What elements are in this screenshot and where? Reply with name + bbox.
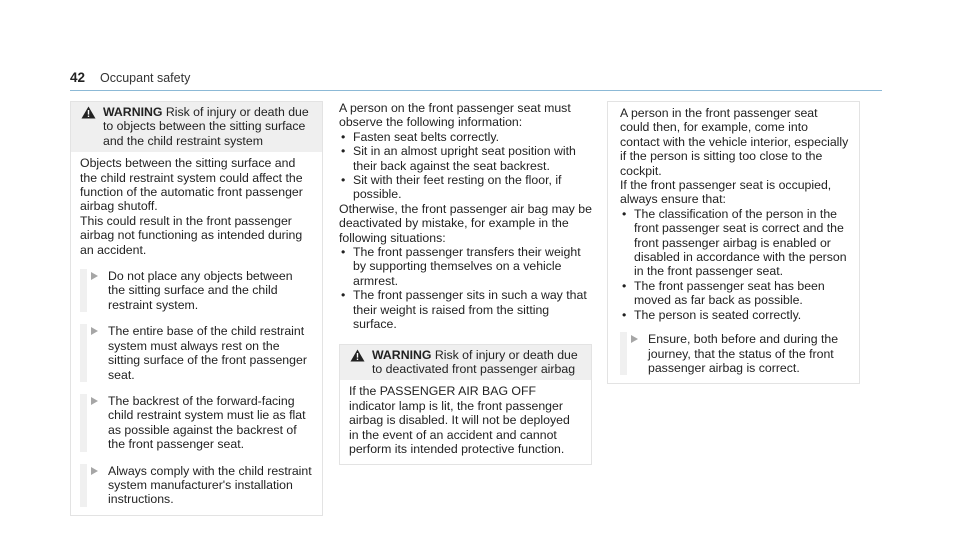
- step-arrow-icon: [91, 272, 98, 280]
- step-text: The backrest of the forward-facing child restraint system must lie as flat as possible against the backrest of the front passenger seat.: [108, 393, 306, 452]
- list-item: • Fasten seat belts correctly.: [339, 130, 592, 144]
- warning-body: [340, 380, 591, 464]
- list-item: • The front passenger transfers their weight by supporting themselves on a vehicle armrest.: [339, 245, 592, 288]
- step-text: The entire base of the child restraint system must always rest on the sitting surface of the front passenger seat.: [108, 324, 307, 382]
- column-passenger-info: [339, 101, 592, 465]
- list-item: • The front passenger sits in such a way that their weight is raised from the sitting surface.: [339, 288, 592, 331]
- info-list: [339, 130, 592, 202]
- warning-box-objects: [70, 101, 323, 516]
- warning-label: WARNING: [103, 105, 163, 119]
- step-arrow-icon: [91, 327, 98, 335]
- warning-header: [340, 345, 591, 381]
- page-number: 42: [70, 70, 86, 85]
- step-arrow-icon: [91, 397, 98, 405]
- list-item: • The classification of the person in the front passenger seat is correct and the front passenger airbag is enabled or disabled in accordance with the person in the front passenger seat.: [620, 207, 850, 279]
- body-paragraph: If the PASSENGER AIR BAG OFF indicator lamp is lit, the front passenger airbag is disabled. It will not be deployed in the event of an accident and cannot perform its intended protective function.: [349, 384, 570, 456]
- step-bar: [80, 394, 87, 452]
- warning-body: [71, 152, 322, 515]
- step-item: [80, 324, 313, 382]
- step-bar: [80, 464, 87, 507]
- column-occupied-seat: [607, 101, 860, 384]
- situations-list: [339, 245, 592, 331]
- warning-text: Risk of injury or death due to objects between the sitting surface and the child restraint system: [103, 105, 309, 148]
- step-bar: [620, 332, 627, 375]
- step-item: [80, 269, 313, 312]
- warning-label: WARNING: [372, 347, 432, 362]
- step-arrow-icon: [91, 467, 98, 475]
- warning-box-deactivated: [339, 344, 592, 466]
- body-paragraph: A person in the front passenger seat could then, for example, come into contact with the vehicle interior, especially if the person is sitting too close to the cockpit.: [620, 106, 849, 178]
- list-item: • The person is seated correctly.: [620, 308, 850, 322]
- step-bar: [80, 324, 87, 382]
- list-item: • The front passenger seat has been moved as far back as possible.: [620, 279, 850, 308]
- body-paragraph: This could result in the front passenger airbag not functioning as intended during an accident.: [80, 213, 303, 257]
- section-title: Occupant safety: [100, 71, 191, 85]
- body-paragraph: Objects between the sitting surface and the child restraint system could affect the function of the automatic front passenger airbag shutoff.: [80, 156, 303, 214]
- intro-paragraph: A person on the front passenger seat must observe the following information:: [339, 101, 571, 130]
- list-item: • Sit with their feet resting on the floor, if possible.: [339, 173, 592, 202]
- warning-header: [71, 102, 322, 152]
- step-text: Do not place any objects between the sitting surface and the child restraint system.: [108, 269, 293, 312]
- otherwise-paragraph: Otherwise, the front passenger air bag may be deactivated by mistake, for example in the following situations:: [339, 201, 592, 245]
- warning-triangle-icon: [350, 349, 365, 362]
- step-item: [80, 394, 313, 452]
- warning-text: Risk of injury or death due to deactivated front passenger airbag: [372, 347, 578, 376]
- list-item: • Sit in an almost upright seat position with their back against the seat backrest.: [339, 144, 592, 173]
- step-text: Always comply with the child restraint system manufacturer's installation instructions.: [108, 463, 312, 507]
- step-text: Ensure, both before and during the journey, that the status of the front passenger airbag is correct.: [648, 332, 839, 375]
- page-header: [70, 71, 882, 91]
- warning-triangle-icon: [81, 106, 96, 119]
- step-arrow-icon: [631, 335, 638, 343]
- step-item: [80, 464, 313, 507]
- checks-list: [620, 207, 850, 322]
- step-bar: [80, 269, 87, 312]
- body-paragraph: If the front passenger seat is occupied, always ensure that:: [620, 178, 832, 207]
- step-item: [620, 332, 850, 375]
